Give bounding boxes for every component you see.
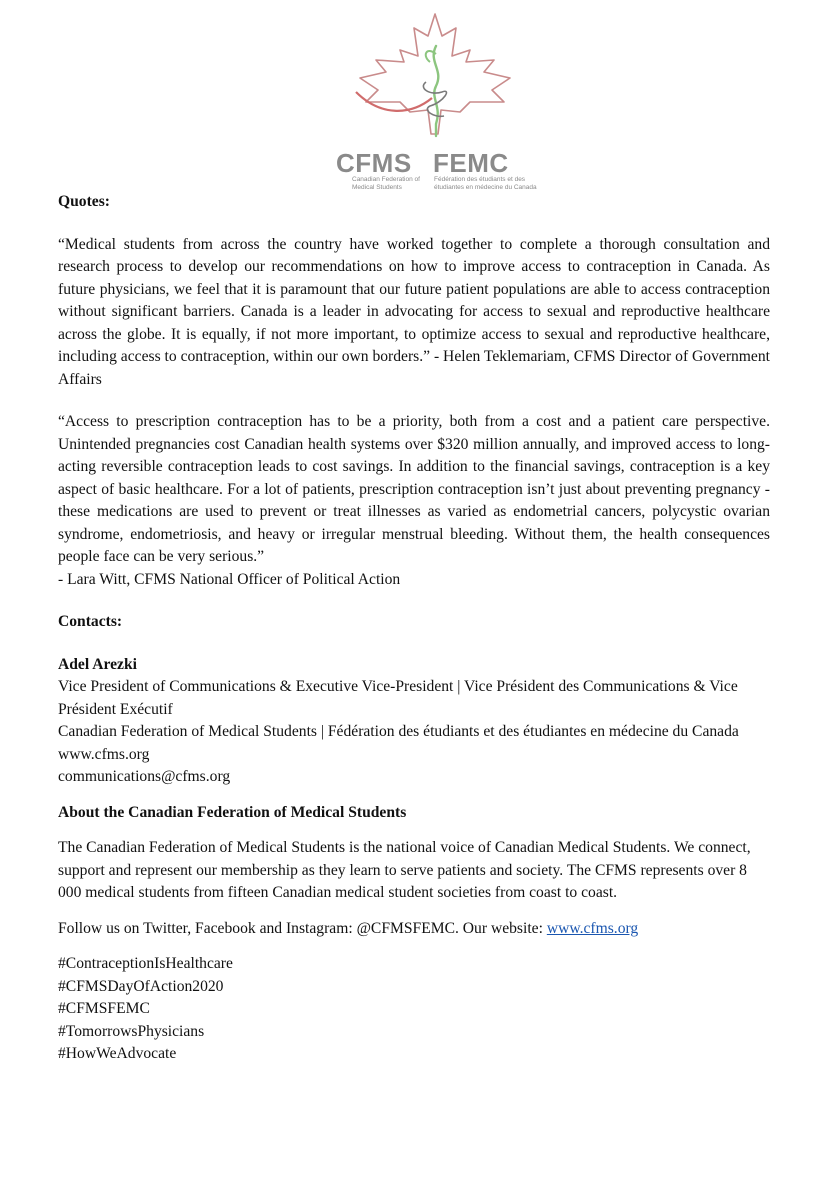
maple-leaf-caduceus-icon — [330, 6, 540, 151]
logo-acronym-en: CFMS — [336, 148, 412, 178]
logo-acronym-fr: FEMC — [433, 148, 509, 178]
follow-us-line — [58, 918, 770, 941]
quote-helen-teklemariam: “Medical students from across the country have worked together to complete a thorough consultation and research process to develop our recommendations on how to improve access to contraception in Canada. As future physicians, we feel that it is paramount that our future patient populations are able to access contraception without significant barriers. Canada is a leader in advocating for access to sexual and reproductive healthcare across the globe. It is equally, if not more important, to optimize access to sexual and reproductive healthcare, including access to contraception, within our own borders.” - Helen Teklemariam, CFMS Director of Government Affairs — [58, 235, 770, 388]
contact-organization: Canadian Federation of Medical Students | Fédération des étudiants et des étudiantes en médecine du Canada — [58, 723, 739, 740]
follow-us-text: Follow us on Twitter, Facebook and Instagram: @CFMSFEMC. Our website: — [58, 919, 547, 937]
website-link[interactable]: www.cfms.org — [546, 919, 639, 937]
contact-website[interactable]: www.cfms.org — [58, 745, 150, 763]
cfms-femc-logo — [330, 6, 540, 194]
logo-name-fr: Fédération des étudiants et des étudiantes en médecine du Canada — [434, 176, 537, 191]
contact-name: Adel Arezki — [58, 655, 137, 673]
hashtag[interactable]: #HowWeAdvocate — [58, 1045, 177, 1062]
about-heading: About the Canadian Federation of Medical Students — [58, 803, 407, 821]
hashtag[interactable]: #CFMSFEMC — [58, 1000, 150, 1017]
contact-email[interactable]: communications@cfms.org — [58, 768, 231, 785]
contacts-heading: Contacts: — [58, 613, 123, 630]
hashtag[interactable]: #ContraceptionIsHealthcare — [58, 955, 233, 972]
quotes-heading: Quotes: — [58, 193, 110, 210]
contact-title: Vice President of Communications & Executive Vice-President | Vice Président des Communications & Vice Président Exécutif — [58, 678, 738, 718]
quote-lara-witt: “Access to prescription contraception has to be a priority, both from a cost and a patient care perspective. Unintended pregnancies cost Canadian health systems over $320 million annually, and improved access to long-acting reversible contraception leads to cost savings. In addition to the financial savings, contraception is a key aspect of basic healthcare. For a lot of patients, prescription contraception isn’t just about preventing pregnancy - these medications are used to prevent or treat illnesses as varied as endometrial cancers, polycystic ovarian syndrome, endometriosis, and heavy or irregular menstrual bleeding. Without them, the health consequences people face can be very serious.” — [58, 413, 770, 565]
quote-lara-witt-attribution: - Lara Witt, CFMS National Officer of Political Action — [58, 570, 401, 588]
about-body: The Canadian Federation of Medical Students is the national voice of Canadian Medical Students. We connect, support and represent our membership as they learn to serve patients and society. The CFMS represents over 8 000 medical students from fifteen Canadian medical student societies from coast to coast. — [58, 839, 751, 901]
logo-name-en: Canadian Federation of Medical Students — [352, 176, 420, 191]
document-body — [58, 191, 770, 1066]
hashtag[interactable]: #TomorrowsPhysicians — [58, 1022, 205, 1040]
hashtag[interactable]: #CFMSDayOfAction2020 — [58, 977, 224, 995]
